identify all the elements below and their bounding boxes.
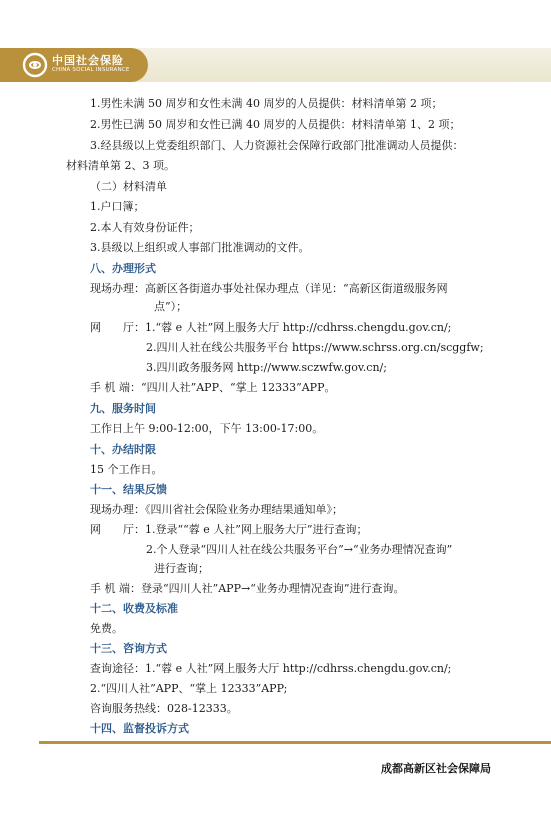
text-line: 现场办理：高新区各街道办事处社保办理点（详见：“高新区街道级服务网 [90, 282, 448, 295]
text-line: 3.经县级以上党委组织部门、人力资源社会保障行政部门批准调动人员提供： [90, 139, 464, 152]
text-line: 材料清单第 2、3 项。 [66, 159, 175, 172]
social-insurance-logo-icon [22, 52, 48, 78]
footer-organization: 成都高新区社会保障局 [381, 762, 491, 775]
text-line: 网 厅：1.“蓉 e 人社”网上服务大厅 http://cdhrss.chengdu.gov.cn/; [90, 321, 452, 334]
text-line: 手 机 端：“四川人社”APP、“掌上 12333”APP。 [90, 381, 336, 394]
footer-rule [39, 741, 551, 744]
text-line: 2.个人登录“四川人社在线公共服务平台”→“业务办理情况查询” [146, 543, 453, 556]
text-line: 网 厅：1.登录““蓉 e 人社”网上服务大厅”进行查询； [90, 523, 368, 536]
text-line: 现场办理：《四川省社会保险业务办理结果通知单》； [90, 503, 343, 516]
text-line: 2.男性已满 50 周岁和女性已满 40 周岁的人员提供：材料清单第 1、2 项； [90, 118, 461, 131]
text-line: 点”）； [154, 300, 188, 313]
text-line: 工作日上午 9:00-12:00，下午 13:00-17:00。 [90, 422, 324, 435]
text-line: 2.本人有效身份证件； [90, 221, 200, 234]
text-line: 免费。 [90, 622, 123, 635]
text-line: 手 机 端：登录“四川人社”APP→“业务办理情况查询”进行查询。 [90, 582, 405, 595]
text-line: 咨询服务热线：028-12333。 [90, 702, 238, 715]
text-line: 1.男性未满 50 周岁和女性未满 40 周岁的人员提供：材料清单第 2 项； [90, 97, 443, 110]
text-line: 进行查询； [154, 562, 209, 575]
section-heading-10: 十、办结时限 [90, 443, 156, 456]
text-line: 查询途径：1.“蓉 e 人社”网上服务大厅 http://cdhrss.chengdu.gov.cn/; [90, 662, 452, 675]
section-heading-9: 九、服务时间 [90, 402, 156, 415]
section-heading-13: 十三、咨询方式 [90, 642, 167, 655]
text-line: 3.县级以上组织或人事部门批准调动的文件。 [90, 241, 310, 254]
text-line: 1.户口簿； [90, 200, 145, 213]
logo-title-en: CHINA SOCIAL INSURANCE [52, 67, 130, 73]
text-line: 2.四川人社在线公共服务平台 https://www.schrss.org.cn/scggfw; [146, 341, 484, 354]
subheading: （二）材料清单 [90, 180, 167, 193]
section-heading-11: 十一、结果反馈 [90, 483, 167, 496]
logo-title-cn: 中国社会保险 [52, 54, 124, 67]
section-heading-12: 十二、收费及标准 [90, 602, 178, 615]
section-heading-8: 八、办理形式 [90, 262, 156, 275]
text-line: 3.四川政务服务网 http://www.sczwfw.gov.cn/; [146, 361, 387, 374]
section-heading-14: 十四、监督投诉方式 [90, 722, 189, 735]
text-line: 2.“四川人社”APP、“掌上 12333”APP; [90, 682, 288, 695]
text-line: 15 个工作日。 [90, 463, 163, 476]
